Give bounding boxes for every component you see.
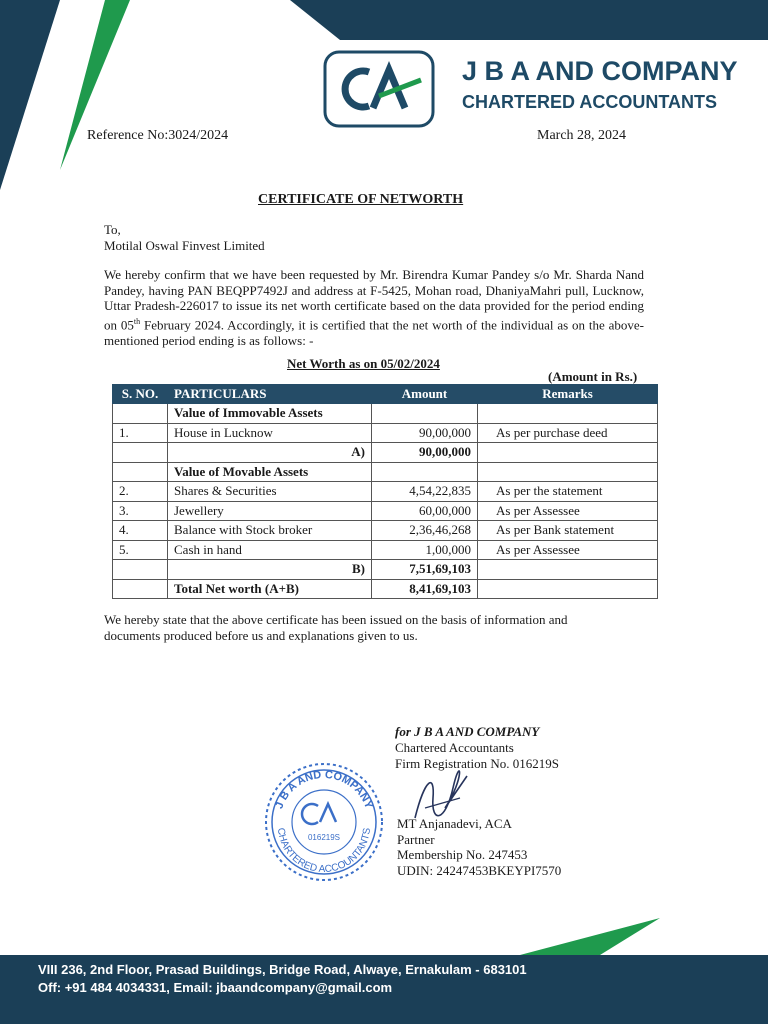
seal-center-text: 016219S	[307, 833, 341, 842]
footer-address: VIII 236, 2nd Floor, Prasad Buildings, Bridge Road, Alwaye, Ernakulam - 683101	[38, 962, 527, 977]
footer-contact: Off: +91 484 4034331, Email: jbaandcompany@gmail.com	[38, 980, 393, 995]
networth-heading: Net Worth as on 05/02/2024	[287, 356, 440, 371]
header-band	[360, 0, 768, 40]
networth-table	[112, 384, 657, 599]
body-paragraph: We hereby confirm that we have been requested by Mr. Birendra Kumar Pandey s/o Mr. Sharda Nand Pandey, having PAN BEQPP7492J and address at F-5425, Mohan road, DhaniyaMahri pull, Lucknow, Uttar Pradesh-226017 to issue its net worth certificate based on the data provided for the period ending on 05th February 2024. Accordingly, it is certified that the net worth of the individual as on the above-mentioned period ending is as follows: -	[104, 267, 645, 348]
ca-logo-icon	[323, 50, 435, 128]
table-row: 3. Jewellery 60,00,000 As per Assessee	[113, 501, 658, 521]
firm-tagline: CHARTERED ACCOUNTANTS	[462, 92, 717, 112]
firm-registration: Firm Registration No. 016219S	[395, 756, 559, 771]
reference-number: Reference No:3024/2024	[87, 128, 229, 143]
table-row: Total Net worth (A+B) 8,41,69,103	[113, 579, 658, 599]
table-row: 5. Cash in hand 1,00,000 As per Assessee	[113, 540, 658, 560]
table-row: Value of Immovable Assets	[113, 404, 658, 424]
table-row: B) 7,51,69,103	[113, 560, 658, 580]
header-remarks: Remarks	[478, 385, 658, 404]
closing-paragraph: We hereby state that the above certificate has been issued on the basis of information and documents produced before us and explanations given to us.	[104, 612, 568, 643]
signatory-designation: Chartered Accountants	[395, 740, 514, 755]
svg-text:CHARTERED ACCOUNTANTS: CHARTERED ACCOUNTANTS	[274, 827, 374, 876]
addressee: Motilal Oswal Finvest Limited	[104, 238, 265, 253]
svg-text:J B A AND COMPANY: J B A AND COMPANY	[273, 768, 375, 811]
firm-name: J B A AND COMPANY	[462, 56, 738, 86]
header-particulars: PARTICULARS	[168, 385, 372, 404]
header-amount: Amount	[372, 385, 478, 404]
signatory-role: Partner	[397, 831, 435, 847]
header-sno: S. NO.	[113, 385, 168, 404]
for-firm-line: for J B A AND COMPANY	[395, 724, 540, 739]
letter-date: March 28, 2024	[537, 128, 627, 143]
udin: UDIN: 24247453BKEYPI7570	[397, 862, 562, 878]
header-band-edge	[290, 0, 370, 40]
to-label: To,	[104, 222, 121, 237]
table-row: 1. House in Lucknow 90,00,000 As per purchase deed	[113, 423, 658, 443]
table-row: A) 90,00,000	[113, 443, 658, 463]
company-seal-icon	[258, 760, 390, 884]
signatory-details	[397, 816, 561, 878]
signatory-block	[395, 724, 559, 772]
table-row: 4. Balance with Stock broker 2,36,46,268 As per Bank statement	[113, 521, 658, 541]
certificate-title: CERTIFICATE OF NETWORTH	[258, 192, 464, 207]
table-row: Value of Movable Assets	[113, 462, 658, 482]
signatory-name: MT Anjanadevi, ACA	[397, 816, 512, 831]
table-header-row	[113, 385, 658, 404]
amount-note: (Amount in Rs.)	[548, 369, 638, 384]
table-row: 2. Shares & Securities 4,54,22,835 As per the statement	[113, 482, 658, 502]
membership-number: Membership No. 247453	[397, 847, 528, 862]
